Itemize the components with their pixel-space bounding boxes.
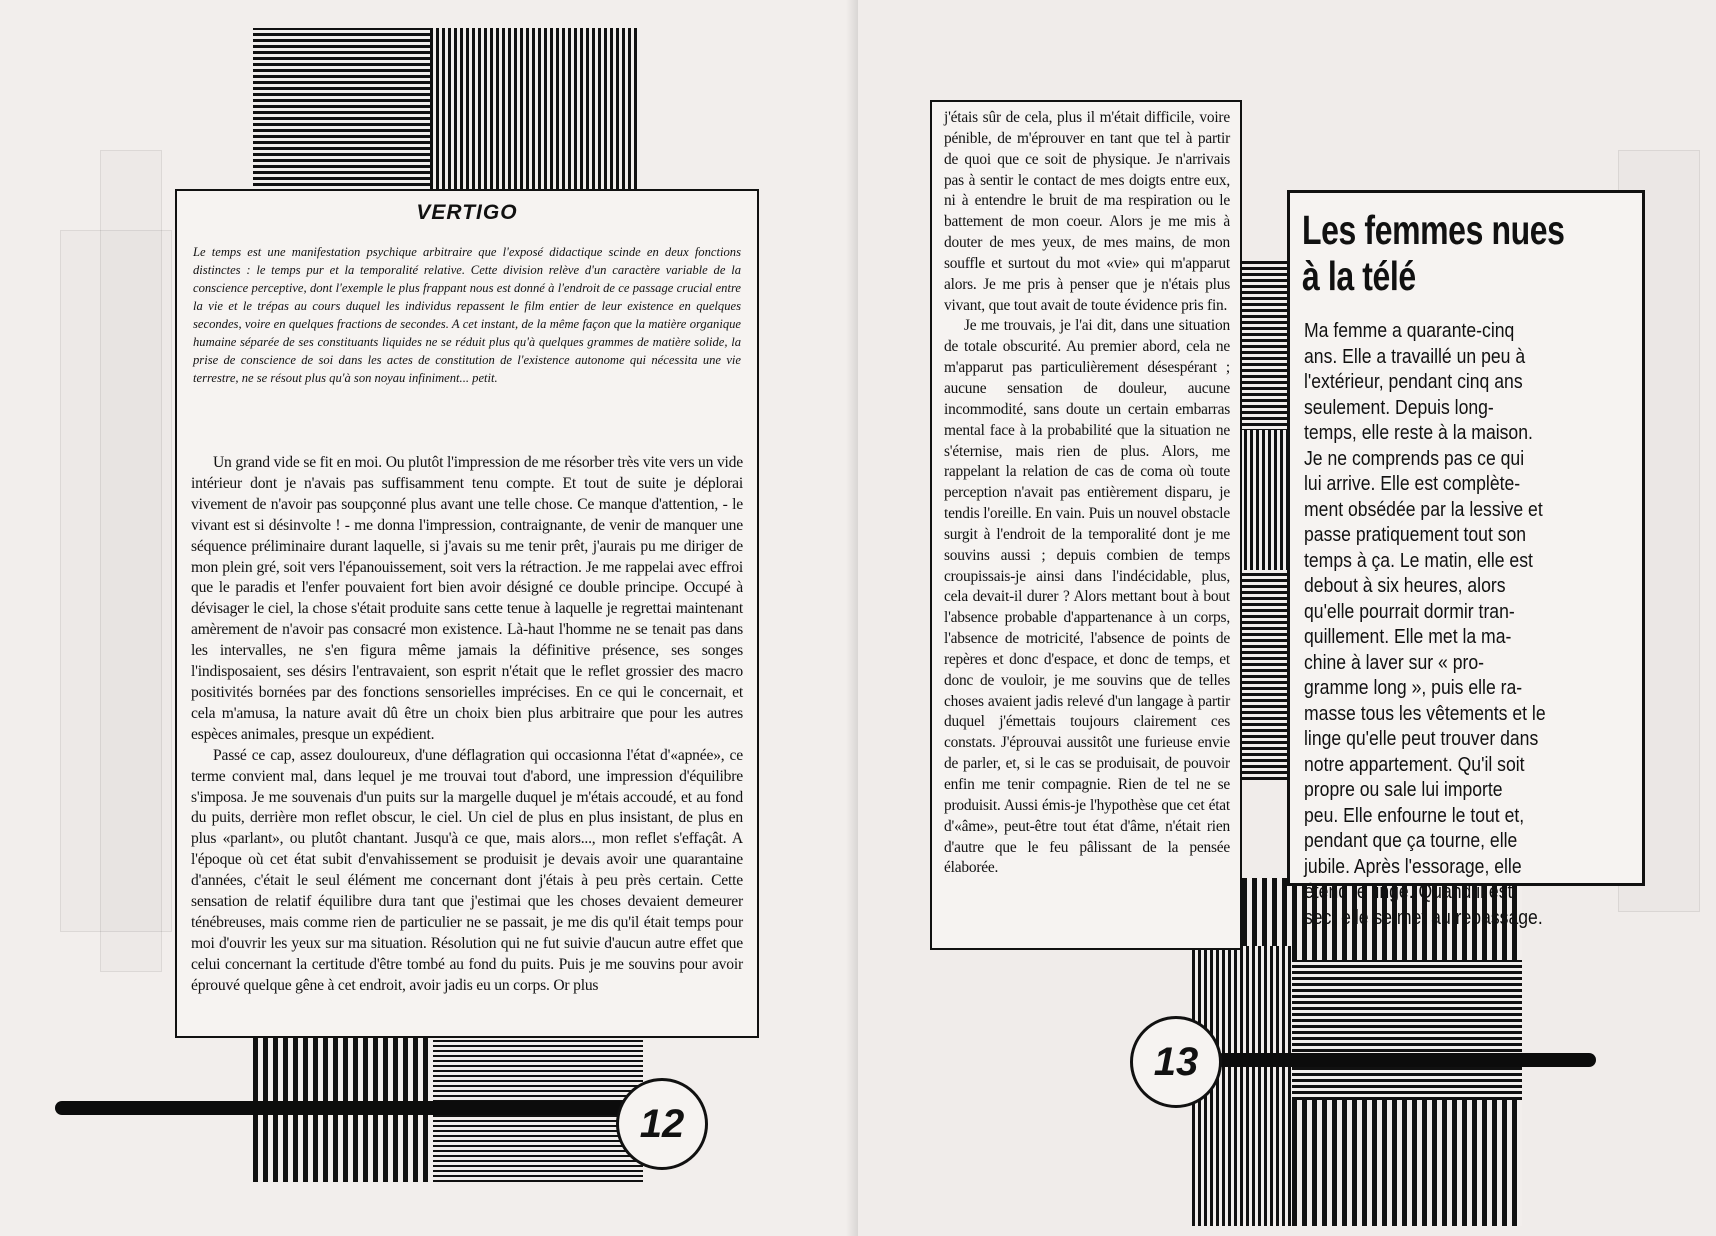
article-line: propre ou sale lui importe bbox=[1304, 779, 1503, 801]
article-title-line: Les femmes nues bbox=[1302, 207, 1565, 253]
article-line: gramme long », puis elle ra- bbox=[1304, 677, 1523, 699]
article-line: ment obsédée par la lessive et bbox=[1304, 498, 1543, 521]
article-line: étend le linge. Quand il est bbox=[1304, 881, 1513, 903]
article-line: passe pratiquement tout son bbox=[1304, 524, 1527, 546]
striped-ornament bbox=[1292, 960, 1522, 1100]
article-line: chine à laver sur « pro- bbox=[1304, 651, 1485, 674]
article-line: lui arrive. Elle est complète- bbox=[1304, 473, 1521, 495]
article-title: VERTIGO bbox=[416, 201, 518, 224]
article-line: qu'elle pourrait dormir tran- bbox=[1304, 600, 1515, 623]
page-number: 12 bbox=[616, 1078, 708, 1170]
article-intro: Le temps est une manifestation psychique arbitraire que l'exposé didactique scinde en deux fonctions distinctes : le temps pur et la temporalité relative. Cette division relève d'un caractère variable de la conscience perceptive, dont l'exemple le plus frappant nous est donné à l'endroit de ce passage crucial entre la vie et le trépas au cours duquel les individus repassent le film entier de leur existence en quelques secondes, voire en quelques fractions de secondes. A cet instant, de la même façon que la matière organique humaine séparée de ses constituants liquides ne se réduit plus qu'à quelques grammes de matière solide, la prise de conscience de soi dans les actes de constitution de l'existence autonome qui nécessita une vie terrestre, ne se résout plus qu'à son noyau infiniment... petit. bbox=[193, 245, 741, 385]
article-line: temps, elle reste à la maison. bbox=[1304, 422, 1533, 444]
article-body bbox=[191, 453, 743, 997]
striped-ornament bbox=[253, 28, 430, 192]
striped-ornament bbox=[1292, 1100, 1522, 1226]
paragraph: Passé ce cap, assez douloureux, d'une déflagration qui occasionna l'état d'«apnée», ce terme convient mal, dans lequel je me trouvai tout d'abord, une impression d'équilibre s'imposa. Je me souvenais d'un puits sur la margelle duquel je m'étais accoudé, et au fond du puits, derrière mon reflet obscur, le ciel. Un ciel de plus en plus insistant, de plus en plus «parlant», ou plutôt chantant. Jusqu'à ce que, mais alors..., mon reflet s'effaçât. A l'époque où cet état subit d'envahissement se produisit je devais avoir une quarantaine d'années, c'était le seul élément me concernant dont j'étais à peu près certain. Cette sensation de relatif équilibre dura tant que j'estimai que les choses devaient demeurer ténébreuses, mais comme rien de particulier ne se passait, je me dis qu'il était temps pour moi d'ouvrir les yeux sur ma situation. Résolution qui ne fut suivie d'aucun autre effet que celui concernant la certitude d'être tombé au fond du puits. Puis je me souvins pour avoir éprouvé quelque gêne à cet endroit, avoir jadis eu un corps. Or plus bbox=[191, 746, 743, 994]
article-body bbox=[1304, 319, 1630, 931]
article-line: quillement. Elle met la ma- bbox=[1304, 626, 1512, 648]
article-title bbox=[1302, 207, 1565, 299]
page-rule bbox=[55, 1101, 635, 1115]
article-line: pendant que ça tourne, elle bbox=[1304, 830, 1518, 852]
article-line: peu. Elle enfourne le tout et, bbox=[1304, 804, 1525, 827]
paragraph: Un grand vide se fit en moi. Ou plutôt l'impression de me résorber très vite vers un vide intérieur dont je n'avais pas suffisamment tenu compte. Et tout de suite je déplorai vivement de n'avoir pas soupçonné plus avant une telle chose. Ce manque d'attention, - le vivant est si désinvolte ! - me donna l'impression, contraignante, de venir de manquer une séquence préliminaire durant laquelle, si j'avais su me tenir prêt, j'aurais pu me diriger de mon plein gré, soit vers l'épanouissement, soit vers la rétraction. Je me rappelai avec effroi que le paradis et l'enfer pouvaient fort bien avoir désigné ce double principe. Occupé à dévisager le ciel, la chose s'était produite sans cette tenue à laquelle je regrettai maintenant amèrement de n'avoir pas consacré mon existence. Là-haut l'homme ne se tenait pas dans les intervalles, ne s'en figura même jamais la définitive présence, ses songes l'indisposaient, ses désirs l'entravaient, son esprit n'était que le reflet grossier des macro positivités bornées par des fonctions sensorielles imprécises. En ce qui le concernait, et cela m'amusa, la nature avait dû être un choix bien plus arbitraire que pour les autres espèces animales, presque un expédient. bbox=[191, 454, 743, 743]
vertigo-article-box bbox=[175, 189, 759, 1038]
article-line: Je ne comprends pas ce qui bbox=[1304, 447, 1525, 470]
striped-ornament bbox=[430, 28, 640, 192]
striped-ornament bbox=[1238, 430, 1290, 570]
show-through-shadow bbox=[60, 230, 172, 932]
continued-column-box bbox=[930, 100, 1242, 950]
article-line: seulement. Depuis long- bbox=[1304, 396, 1494, 419]
article-line: l'extérieur, pendant cinq ans bbox=[1304, 371, 1523, 393]
article-line: linge qu'elle peut trouver dans bbox=[1304, 728, 1539, 750]
article-line: debout à six heures, alors bbox=[1304, 575, 1506, 597]
article-line: notre appartement. Qu'il soit bbox=[1304, 753, 1525, 776]
paragraph: j'étais sûr de cela, plus il m'était difficile, voire pénible, de m'éprouver en tant que tel à partir de quoi que ce soit de physique. Je n'arrivais pas à sentir le contact de mes doigts entre eux, ni à entendre le bruit de ma respiration ou le battement de mon coeur. Alors je me mis à douter de mes yeux, de mes mains, de mon souffle et surtout du mot «vie» qui m'apparut alors. Je me pris à penser que je n'étais plus vivant, que tout avait de toute évidence pris fin. bbox=[944, 109, 1230, 314]
article-line: ans. Elle a travaillé un peu à bbox=[1304, 345, 1526, 368]
article-line: masse tous les vêtements et le bbox=[1304, 702, 1546, 725]
paragraph: Je me trouvais, je l'ai dit, dans une situation de totale obscurité. Au premier abord, cela ne m'apparut pas particulièrement désespérant ; aucune sensation de douleur, aucune incommodité, sans doute un certain embarras mental face à la probabilité que la situation ne s'éternise, mais rien de plus. Alors, me rappelant la relation de cas de coma où toute perception n'avait pas entièrement disparu, je tendis l'oreille. En vain. Puis un nouvel obstacle surgit à l'endroit de la temporalité dont je me souvins aussi ; depuis combien de temps croupissais-je ainsi dans l'indécidable, plus, cela devait-il durer ? Alors mettant bout à bout l'absence probable d'appartenance à un corps, l'absence de motricité, l'absence de points de repères et donc d'espace, et donc de temps, et donc de vouloir, je me souvins que de telles choses avaient jadis relevé d'un langage à partir duquel j'émettais toujours clairement ces constats. J'éprouvai aussitôt une furieuse envie de parler, et, si le cas se produisait, de pouvoir enfin me tenir compagnie. Rien de tel ne se produisit. Aussi émis-je l'hypothèse que cet état d'«âme», peut-être tout état d'âme, n'était rien d'autre que le feu pâlissant de la pensée élaborée. bbox=[944, 317, 1230, 877]
page-number: 13 bbox=[1130, 1016, 1222, 1108]
article-line: Ma femme a quarante-cinq bbox=[1304, 320, 1515, 342]
column-body bbox=[944, 108, 1230, 879]
article-line: sec, elle se met au repassage. bbox=[1304, 906, 1543, 929]
page-rule bbox=[1216, 1053, 1596, 1067]
article-line: jubile. Après l'essorage, elle bbox=[1304, 855, 1522, 878]
article-title-line: à la télé bbox=[1302, 253, 1416, 299]
femmes-article-box bbox=[1287, 190, 1645, 929]
article-line: temps à ça. Le matin, elle est bbox=[1304, 549, 1533, 572]
